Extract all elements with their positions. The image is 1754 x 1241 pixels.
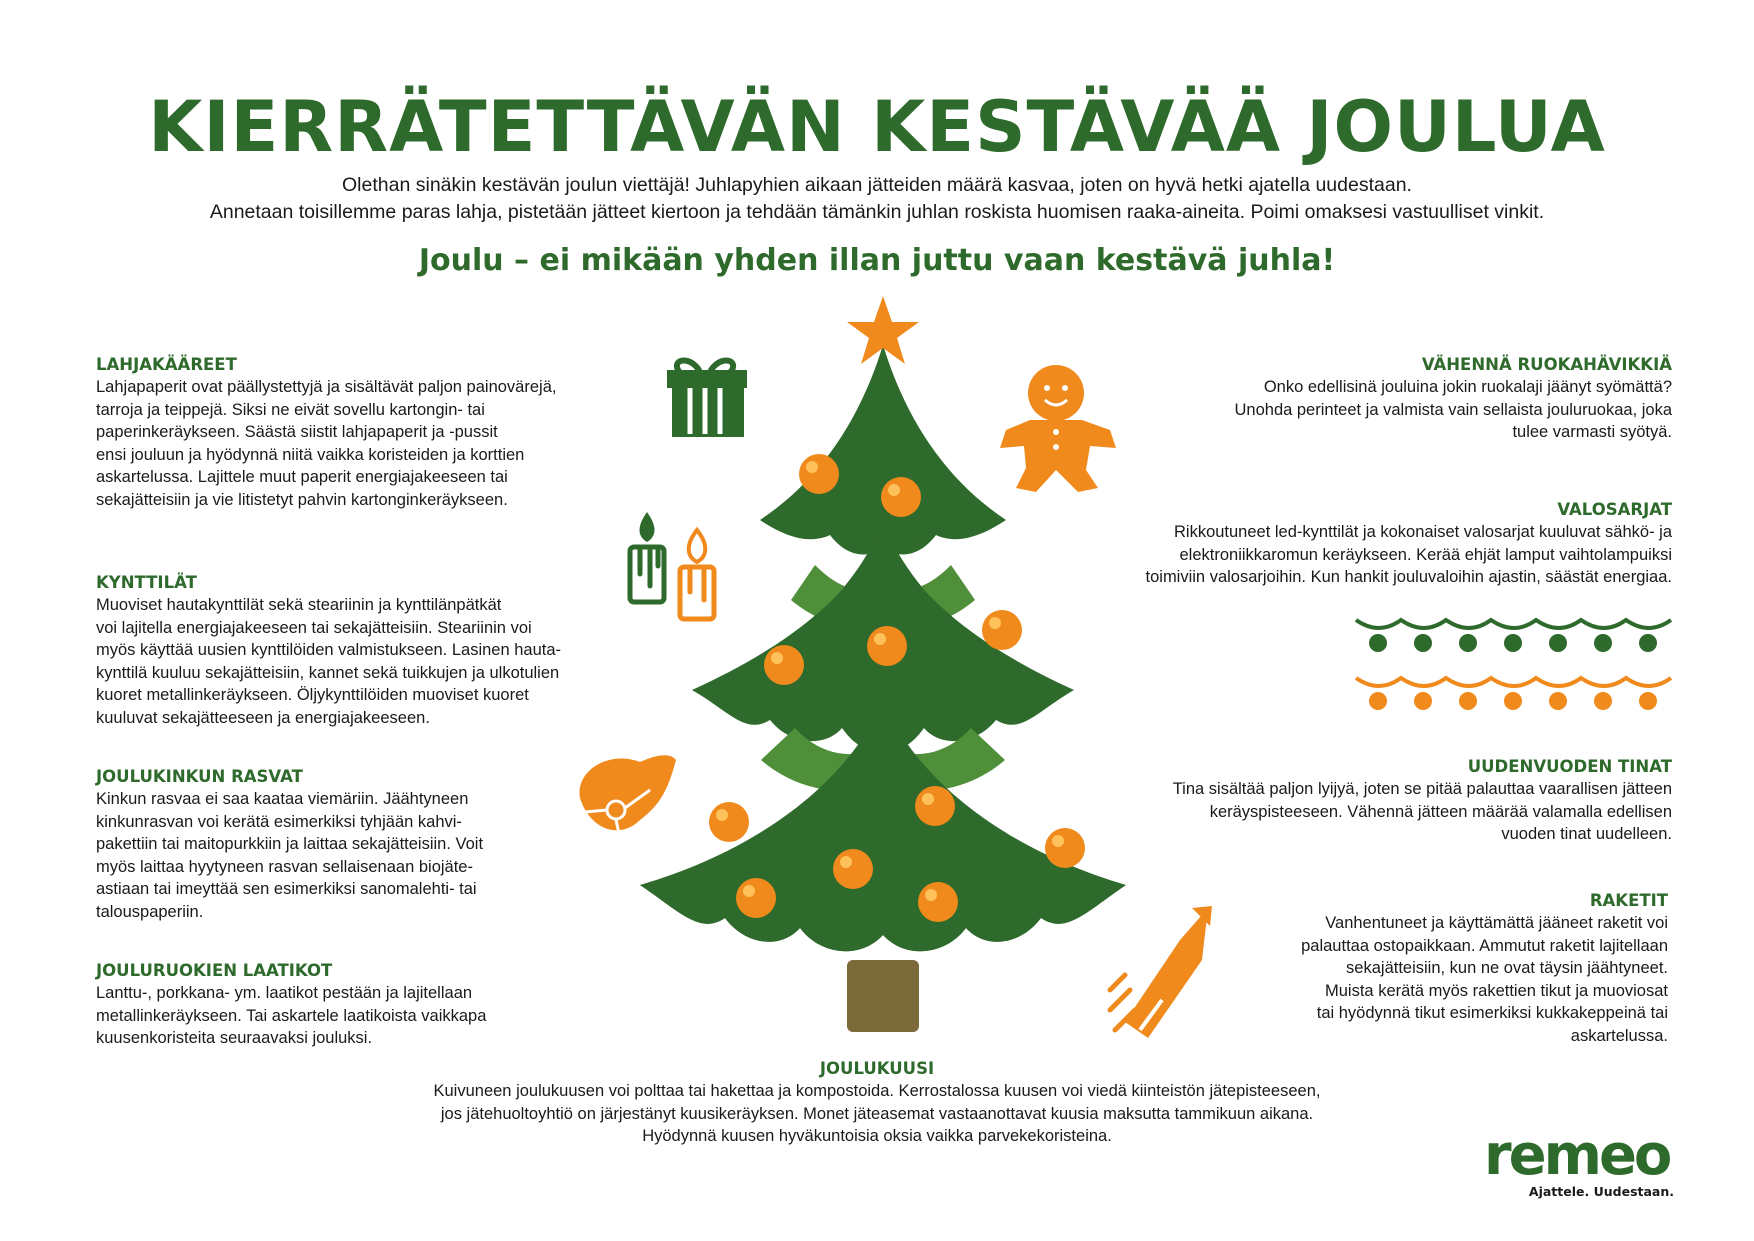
intro-line-2: Annetaan toisillemme paras lahja, pistetään jätteet kiertoon ja tehdään tämänkin juhlan roskista huomisen raaka-aineita. Poimi omaksesi vastuulliset vinkit. — [209, 201, 1545, 223]
intro-line-1: Olethan sinäkin kestävän joulun viettäjä! Juhlapyhien aikaan jätteiden määrä kasvaa, joten on hyvä hetki ajatella uudestaan. — [342, 174, 1412, 196]
section-text: Kuivuneen joulukuusen voi polttaa tai hakettaa ja kompostoida. Kerrostalossa kuusen voi viedä kiinteistön jätepisteeseen, jos jätehuoltoyhtiö on järjestänyt kuusikeräyksen. Monet jäteasemat vastaanottavat kuusia maksutta tammikuun aikana. Hyödynnä kuusen hyväkuntoisia oksia vaikka parvekekoristeina. — [433, 1082, 1321, 1146]
section-heading: VÄHENNÄ RUOKAHÄVIKKIÄ — [1421, 355, 1672, 374]
section-text: Kinkun rasvaa ei saa kaataa viemäriin. Jäähtyneen kinkunrasvan voi kerätä esimerkiksi tyhjään kahvi- pakettiin tai maitopurkkiin ja laittaa sekajätteisiin. Voit myös laittaa hyytyneen rasvan sellaisenaan biojäte- astiaan tai imeyttää sen esimerkiksi sanomalehti- tai talouspaperiin. — [96, 790, 484, 921]
section-valosarjat — [1032, 499, 1672, 589]
tree-trunk — [847, 960, 919, 1032]
section-text: Lanttu-, porkkana- ym. laatikot pestään ja lajitellaan metallinkeräykseen. Tai askartele laatikoista vaikkapa kuusenkoristeita seuraavaksi jouluksi. — [96, 984, 487, 1048]
section-text: Rikkoutuneet led-kynttilät ja kokonaiset valosarjat kuuluvat sähkö- ja elektroniikkaromun keräykseen. Kerää ehjät lamput vaihtolampuiksi toimiviin valosarjoihin. Kun hankit jouluvaloihin ajastin, säästät energiaa. — [1145, 523, 1672, 587]
section-jouluruokien-laatikot — [96, 960, 656, 1050]
section-heading: LAHJAKÄÄREET — [96, 355, 237, 374]
section-heading: VALOSARJAT — [1557, 500, 1672, 519]
page-title: KIERRÄTETTÄVÄN KESTÄVÄÄ JOULUA — [148, 86, 1606, 168]
section-heading: JOULUKUUSI — [819, 1059, 935, 1078]
section-text: Muoviset hautakynttilät sekä steariinin ja kynttilänpätkät voi lajitella energiajakeeseen tai sekajätteisiin. Steariinin voi myös käyttää uusien kynttilöiden valmistukseen. Lasinen hauta- kynttilä kuuluu sekajätteisiin, kannet sekä tuikkujen ja ulkotulien kuoret metallinkeräykseen. Öljykynttilöiden muoviset kuoret kuuluvat sekajätteeseen ja energiajakeeseen. — [96, 596, 562, 727]
section-text: Vanhentuneet ja käyttämättä jääneet raketit voi palauttaa ostopaikkaan. Ammutut raketit lajitellaan sekajätteisiin, kun ne ovat täysin jäähtyneet. Muista kerätä myös rakettien tikut ja muoviosat tai hyödynnä tikut esimerkiksi kukkakeppeinä tai askartelussa. — [1301, 914, 1668, 1045]
section-lahjakaareet — [96, 354, 656, 512]
light-strings-icon — [1356, 620, 1671, 710]
section-text: Tina sisältää paljon lyijyä, joten se pitää palauttaa vaarallisen jätteen keräyspisteeseen. Vähennä jätteen määrää valamalla edellisen vuoden tinat uudelleen. — [1172, 780, 1672, 844]
section-heading: JOULURUOKIEN LAATIKOT — [96, 961, 333, 980]
section-joulukuusi — [300, 1058, 1454, 1148]
gift-icon — [667, 361, 747, 438]
page-subtitle: Joulu – ei mikään yhden illan juttu vaan kestävä juhla! — [418, 243, 1336, 278]
section-uudenvuoden-tinat — [1052, 756, 1672, 846]
section-heading: UUDENVUODEN TINAT — [1467, 757, 1672, 776]
remeo-logo — [1484, 1123, 1694, 1199]
logo-tagline: Ajattele. Uudestaan. — [1528, 1184, 1674, 1199]
section-text: Lahjapaperit ovat päällystettyjä ja sisältävät paljon painovärejä, tarroja ja teippejä. Siksi ne eivät sovellu kartongin- tai paperinkeräykseen. Säästä siistit lahjapaperit ja -pussit ensi jouluun ja hyödynnä niitä vaikka koristeiden ja korttien askartelussa. Lajittele muut paperit energiajakeeseen tai sekajätteisiin ja vie litistetyt pahvin kartonginkeräykseen. — [96, 378, 557, 509]
logo-wordmark: remeo — [1484, 1123, 1670, 1188]
section-joulukinkun-rasvat — [96, 766, 656, 924]
section-heading: KYNTTILÄT — [96, 573, 197, 592]
section-kynttilat — [96, 572, 656, 730]
section-text: Onko edellisinä jouluina jokin ruokalaji jäänyt syömättä? Unohda perinteet ja valmista vain sellaista jouluruokaa, joka tulee varmasti syötyä. — [1234, 378, 1672, 442]
rocket-icon — [1110, 906, 1212, 1038]
section-raketit — [1198, 890, 1668, 1048]
section-heading: RAKETIT — [1589, 891, 1668, 910]
section-ruokahavikki — [1072, 354, 1672, 444]
intro-text — [60, 172, 1694, 226]
section-heading: JOULUKINKUN RASVAT — [96, 767, 303, 786]
